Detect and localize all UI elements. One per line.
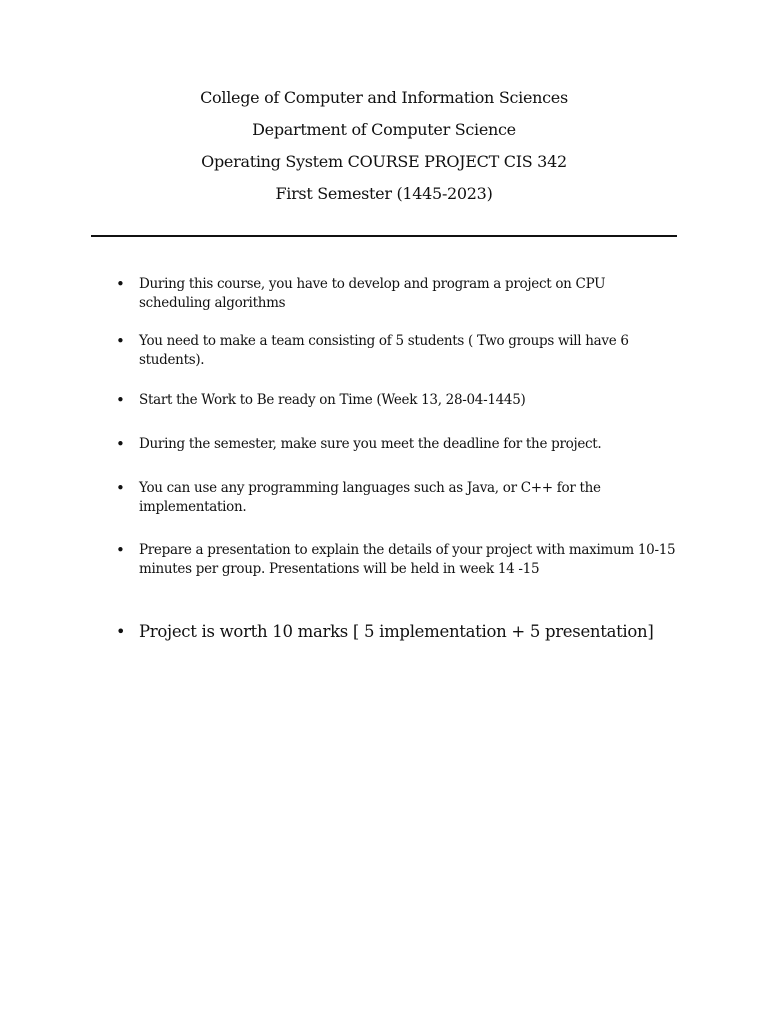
bullet-icon: • <box>116 391 125 409</box>
document-header <box>0 86 768 214</box>
bullet-icon: • <box>116 479 125 497</box>
bullet-icon: • <box>116 332 125 350</box>
bullet-icon: • <box>116 435 125 453</box>
list-item <box>116 391 676 410</box>
list-item-text: Start the Work to Be ready on Time (Week 13, 28-04-1445) <box>139 392 526 408</box>
course-title: Operating System COURSE PROJECT CIS 342 <box>201 152 567 171</box>
list-item <box>116 332 676 370</box>
list-item-text: During this course, you have to develop and program a project on CPU scheduling algorithms <box>139 276 606 311</box>
bullet-icon: • <box>116 622 126 641</box>
list-item-text: Project is worth 10 marks [ 5 implementation + 5 presentation] <box>139 622 654 641</box>
department-name: Department of Computer Science <box>252 120 516 139</box>
bullet-icon: • <box>116 275 125 293</box>
list-item <box>116 541 676 579</box>
list-item-text: You need to make a team consisting of 5 students ( Two groups will have 6 students). <box>139 333 629 368</box>
bullet-icon: • <box>116 541 125 559</box>
list-item-text: You can use any programming languages such as Java, or C++ for the implementation. <box>139 480 601 515</box>
college-name: College of Computer and Information Sciences <box>200 88 568 107</box>
semester: First Semester (1445-2023) <box>275 184 493 203</box>
list-item <box>116 479 676 517</box>
horizontal-divider <box>91 235 677 237</box>
list-item <box>116 435 676 454</box>
list-item <box>116 275 676 313</box>
list-item-text: Prepare a presentation to explain the details of your project with maximum 10-15 minutes per group. Presentations will be held in week 14 -15 <box>139 542 676 577</box>
list-item-text: During the semester, make sure you meet the deadline for the project. <box>139 436 602 452</box>
list-item-marks <box>116 621 676 643</box>
